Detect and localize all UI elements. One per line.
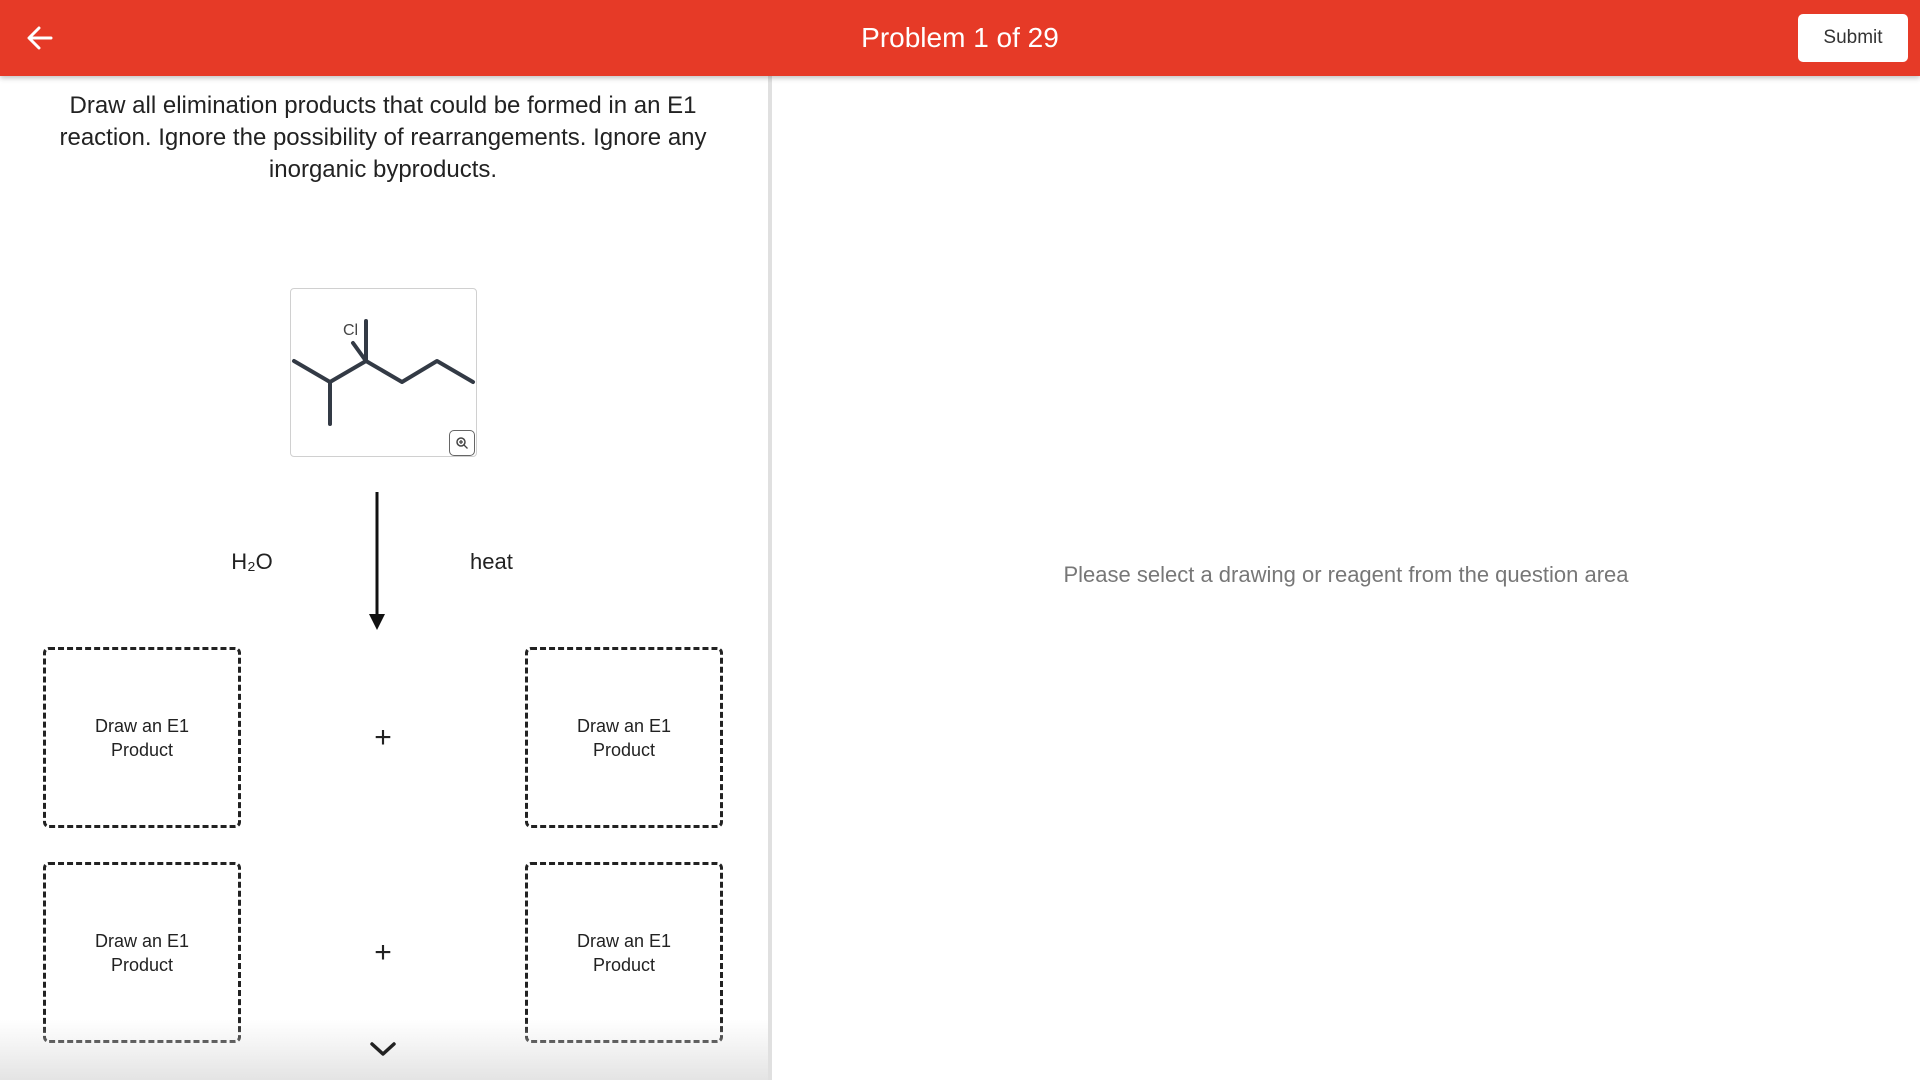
question-area — [0, 76, 768, 1080]
starting-material-card[interactable] — [290, 288, 477, 457]
product-box-label: Draw an E1 Product — [94, 930, 190, 975]
header-bar — [0, 0, 1920, 76]
page-title: Problem 1 of 29 — [861, 22, 1059, 53]
product-box-label: Draw an E1 Product — [576, 715, 672, 760]
substituent-label: Cl — [343, 322, 359, 339]
chevron-down-icon — [369, 1040, 397, 1058]
submit-button[interactable]: Submit — [1798, 14, 1908, 62]
product-drawing-box[interactable] — [525, 647, 723, 828]
reagent-heat[interactable]: heat — [470, 549, 513, 574]
product-box-label: Draw an E1 Product — [576, 930, 672, 975]
zoom-button[interactable] — [449, 430, 475, 456]
scroll-down-button[interactable] — [368, 1037, 398, 1061]
reagent-water[interactable]: H₂O — [231, 549, 273, 574]
molecule-structure — [291, 289, 476, 456]
product-drawing-box[interactable] — [43, 647, 241, 828]
workspace-panel — [772, 76, 1920, 1080]
plus-sign: + — [374, 721, 392, 754]
workspace-placeholder-message: Please select a drawing or reagent from the question area — [1063, 562, 1629, 587]
product-box-label: Draw an E1 Product — [94, 715, 190, 760]
arrow-down-icon — [367, 492, 387, 632]
product-drawing-box[interactable] — [43, 862, 241, 1043]
product-drawing-box[interactable] — [525, 862, 723, 1043]
arrow-left-icon — [27, 25, 53, 51]
question-text: Draw all elimination products that could be formed in an E1 reaction. Ignore the possibility of rearrangements. Ignore any inorganic byproducts. — [59, 92, 707, 183]
zoom-in-icon — [455, 436, 469, 450]
plus-sign: + — [374, 936, 392, 969]
back-button[interactable] — [20, 18, 60, 58]
